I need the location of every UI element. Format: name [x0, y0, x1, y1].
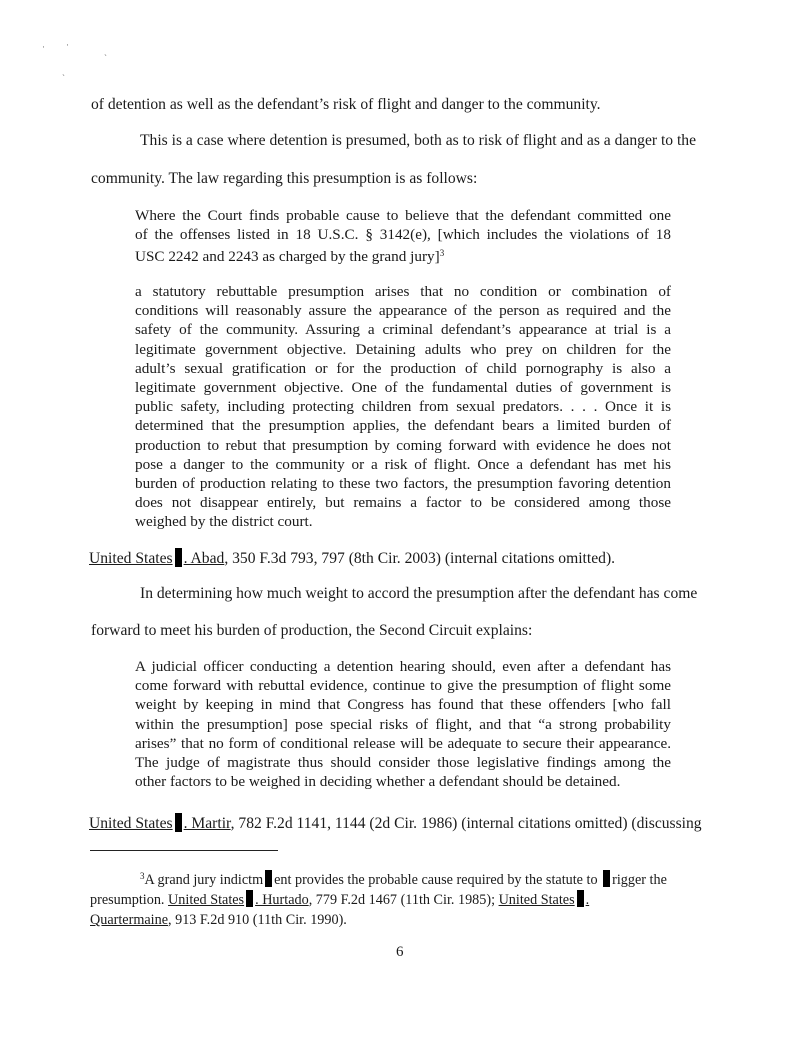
redaction-bar	[603, 870, 610, 887]
block-quote-3	[135, 657, 671, 791]
footnote-line	[90, 890, 730, 910]
quote-line: adult’s sexual gratification or for the production of child pornography is also a	[135, 359, 671, 377]
quote-line: weight by keeping in mind that Congress has found that these offenders [who fall	[135, 696, 671, 714]
page-number: 6	[396, 944, 404, 960]
scan-speck: ˎ	[104, 46, 107, 56]
case-name: . Hurtado	[255, 892, 309, 908]
case-name: Quartermaine	[90, 912, 168, 928]
case-name: United States	[498, 892, 575, 908]
quote-line: public safety, including protecting children from sexual predators. . . . Once it is	[135, 398, 671, 416]
case-name: United States	[89, 815, 173, 832]
case-name: . Abad	[183, 550, 225, 567]
citation-text: , 782 F.2d 1141, 1144 (2d Cir. 1986) (internal citations omitted) (discussing	[230, 815, 702, 832]
redaction-bar	[577, 890, 584, 907]
footnote-text: , 913 F.2d 910 (11th Cir. 1990).	[168, 912, 347, 928]
quote-line: pose a danger to the community or a risk of flight. Once a defendant has met his	[135, 455, 671, 473]
quote-line: other factors to be weighed in deciding whether a defendant should be detained.	[135, 773, 621, 791]
scan-speck: ·	[66, 40, 69, 50]
case-name: . Martir	[183, 815, 231, 832]
quote-line: conditions will reasonably assure the appearance of the person as required and the	[135, 302, 671, 320]
case-name: United States	[89, 550, 173, 567]
footnote-separator	[90, 850, 278, 851]
footnote-text: presumption.	[90, 892, 169, 908]
quote-line: does not disappear entirely, but remains a factor to be considered among those	[135, 494, 671, 512]
footnote-line	[90, 910, 730, 930]
block-quote-1	[135, 206, 671, 267]
quote-line: determined that the presumption applies, the defendant bears a limited burden of	[135, 417, 671, 435]
scan-speck: ˏ	[62, 66, 65, 76]
quote-line: a statutory rebuttable presumption arises that no condition or combination of	[135, 283, 671, 300]
quote-line: legitimate government objective. One of the fundamental duties of government is	[135, 379, 671, 397]
quote-line: weighed by the district court.	[135, 513, 313, 531]
quote-line	[135, 244, 671, 266]
paragraph-line: This is a case where detention is presumed, both as to risk of flight and as a danger to the	[140, 132, 697, 149]
footnote-line	[90, 866, 730, 890]
quote-line: within the presumption] pose special risks of flight, and that “a strong probability	[135, 715, 671, 733]
quote-line: burden of production relating to these two factors, the presumption favoring detention	[135, 475, 671, 493]
quote-line: production to rebut that presumption by coming forward with evidence he does not	[135, 436, 671, 454]
paragraph-line: In determining how much weight to accord the presumption after the defendant has come	[140, 585, 698, 602]
quote-line: legitimate government objective. Detaining adults who prey on children for the	[135, 340, 671, 358]
paragraph-continuation: of detention as well as the defendant’s risk of flight and danger to the community.	[91, 96, 601, 113]
quote-line: come forward with rebuttal evidence, continue to give the presumption of flight some	[135, 677, 671, 695]
redaction-bar	[175, 548, 182, 567]
footnote-text: , 779 F.2d 1467 (11th Cir. 1985);	[308, 892, 499, 908]
quote-line: The judge of magistrate thus should consider those legislative findings among the	[135, 754, 671, 772]
redaction-bar	[246, 890, 253, 907]
footnote-text: rigger the	[612, 872, 667, 888]
scan-speck: ·	[42, 42, 45, 52]
quote-line: Where the Court finds probable cause to believe that the defendant committed one	[135, 207, 671, 224]
quote-line: A judicial officer conducting a detention hearing should, even after a defendant has	[135, 658, 671, 675]
citation-abad	[89, 548, 615, 568]
paragraph-line: forward to meet his burden of production, the Second Circuit explains:	[91, 622, 533, 639]
citation-martir	[89, 813, 702, 833]
paragraph-line: community. The law regarding this presumption is as follows:	[91, 170, 478, 187]
block-quote-2	[135, 282, 671, 532]
footnote-ref: 3	[439, 248, 445, 259]
redaction-bar	[265, 870, 272, 887]
quote-line: safety of the community. Assuring a criminal defendant’s appearance at trial is a	[135, 321, 671, 339]
redaction-bar	[175, 813, 182, 832]
footnote	[90, 866, 730, 930]
footnote-marker: 3	[140, 871, 145, 881]
footnote-text: A grand jury indictm	[144, 872, 264, 888]
quote-text: USC 2242 and 2243 as charged by the grand jury]	[135, 248, 440, 266]
citation-text: , 350 F.3d 793, 797 (8th Cir. 2003) (internal citations omitted).	[224, 550, 616, 567]
case-name: United States	[168, 892, 245, 908]
quote-line: arises” that no form of conditional release will be adequate to secure their appearance.	[135, 734, 671, 752]
footnote-text: ent provides the probable cause required by the statute to	[274, 872, 602, 888]
case-name: .	[585, 892, 590, 908]
quote-line: of the offenses listed in 18 U.S.C. § 3142(e), [which includes the violations of 18	[135, 226, 671, 244]
